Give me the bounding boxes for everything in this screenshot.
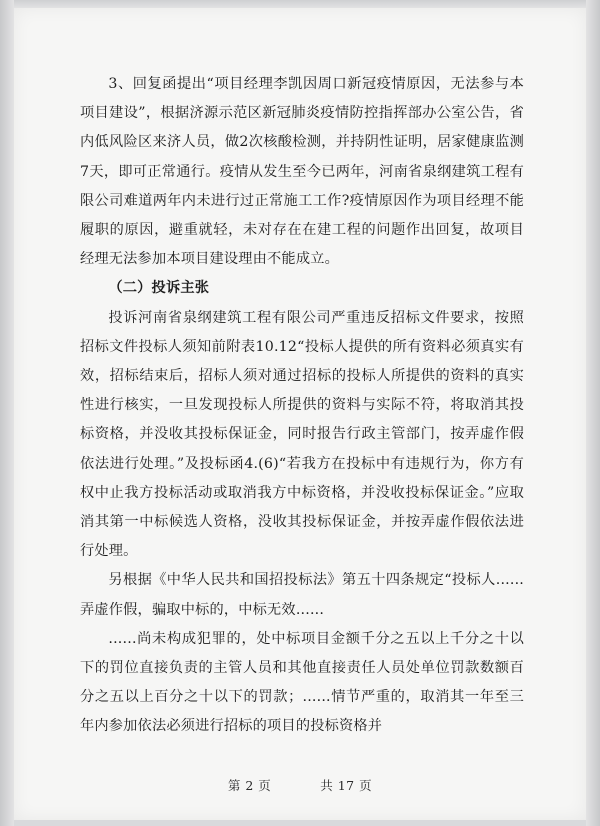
page-footer <box>14 776 586 794</box>
scan-edge-left <box>0 0 14 826</box>
scan-edge-right <box>586 0 600 826</box>
page-number: 第 2 页 <box>227 778 272 793</box>
document-page <box>14 8 586 820</box>
section-heading-complaint-claims: （二）投诉主张 <box>108 280 210 297</box>
total-pages: 共 17 页 <box>320 778 373 793</box>
paragraph-reply-letter: 3、回复函提出“项目经理李凯因周口新冠疫情原因，无法参与本项目建设”，根据济源示范区新冠肺炎疫情防控指挥部办公室公告，省内低风险区来济人员，做2次核酸检测，并持阴性证明，居家健康监测7天，即可正常通行。疫情从发生至今已两年，河南省泉纲建筑工程有限公司难道两年内未进行过正常施工工作?疫情原因作为项目经理不能履职的原因，避重就轻，未对存在在建工程的问题作出回复，故项目经理无法参加本项目建设理由不能成立。 <box>80 76 524 268</box>
paragraph-law-citation: 另根据《中华人民共和国招投标法》第五十四条规定“投标人......弄虚作假，骗取中标的，中标无效...... <box>80 572 524 618</box>
paragraph-penalty: ......尚未构成犯罪的，处中标项目金额千分之五以上千分之十以下的罚位直接负责的主管人员和其他直接责任人员处单位罚款数额百分之五以上百分之十以下的罚款；......情节严重的，取消其一年至三年内参加依法必须进行招标的项目的投标资格并 <box>80 630 524 735</box>
document-body <box>80 70 524 742</box>
paragraph-complaint: 投诉河南省泉纲建筑工程有限公司严重违反招标文件要求，按照招标文件投标人须知前附表10.12“投标人提供的所有资料必须真实有效，招标结束后，招标人须对通过招标的投标人所提供的资料的真实性进行核实，一旦发现投标人所提供的资料与实际不符，将取消其投标资格，并没收其投标保证金，同时报告行政主管部门，按弄虚作假依法进行处理。”及投标函4.(6)“若我方在投标中有违规行为，你方有权中止我方投标活动或取消我方中标资格，并没收投标保证金。”应取消其第一中标候选人资格，没收其投标保证金，并按弄虚作假依法进行处理。 <box>80 309 524 560</box>
